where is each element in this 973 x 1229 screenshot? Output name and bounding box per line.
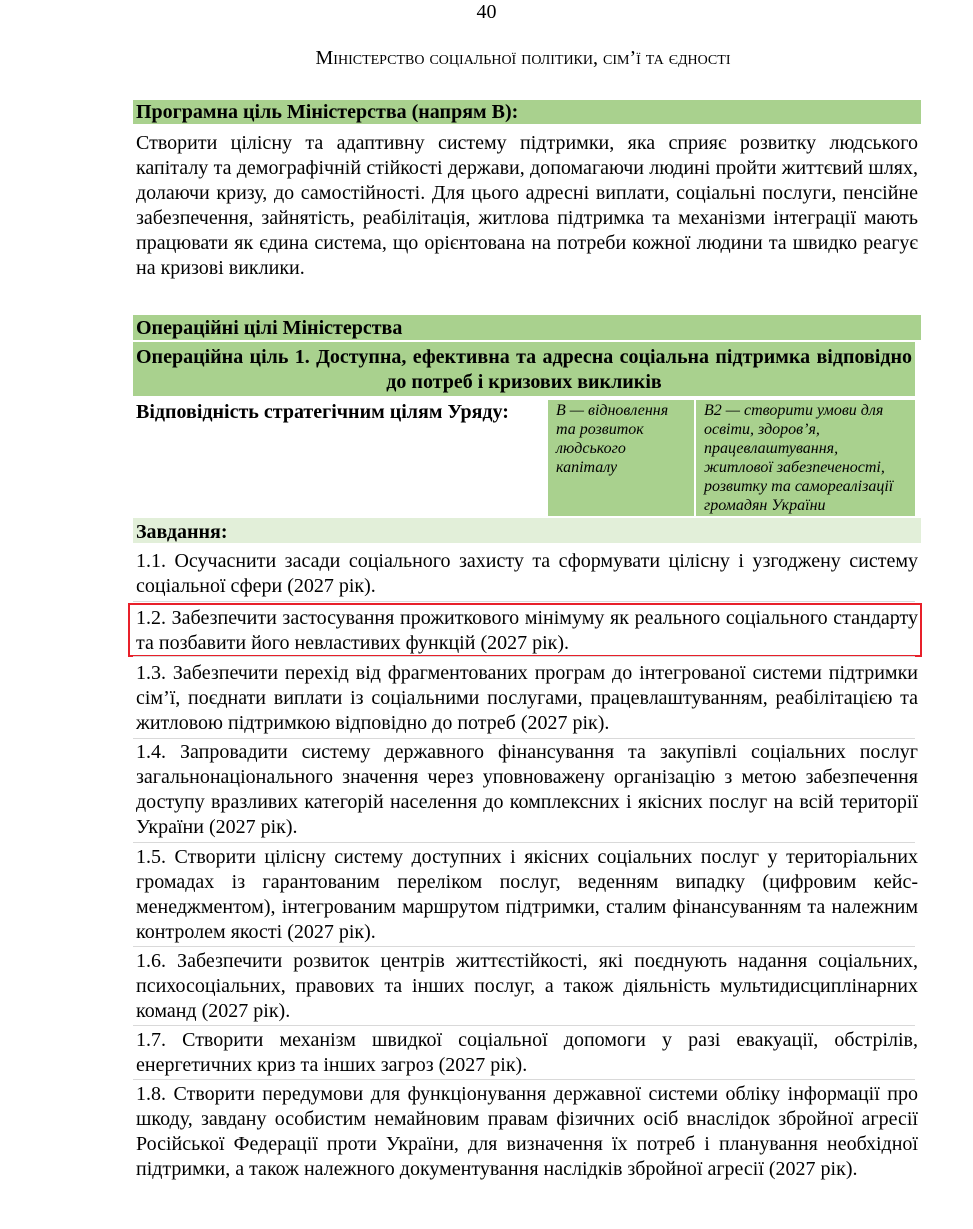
task-item: 1.7. Створити механізм швидкої соціальної допомоги у разі евакуації, обстрілів, енергетичних криз та інших загроз (2027 рік). bbox=[136, 1029, 918, 1076]
operational-goal-1-title: Операційна ціль 1. Доступна, ефективна та адресна соціальна підтримка відповідно до потреб і кризових викликів bbox=[136, 346, 912, 393]
task-item: 1.1. Осучаснити засади соціального захисту та сформувати цілісну і узгоджену систему соціальної сфери (2027 рік). bbox=[136, 550, 918, 597]
divider bbox=[133, 738, 915, 739]
divider bbox=[133, 842, 915, 843]
tasks-heading: Завдання: bbox=[133, 518, 921, 543]
highlight-box bbox=[128, 603, 922, 657]
divider bbox=[133, 1025, 915, 1026]
divider bbox=[133, 1079, 915, 1080]
task-item: 1.3. Забезпечити перехід від фрагментованих програм до інтегрованої системи підтримки сім’ї, поєднати виплати із соціальними послугами, працевлаштуванням, реабілітацією та житловою підтримкою відповідно до потреб (2027 рік). bbox=[136, 662, 918, 734]
divider bbox=[133, 946, 915, 947]
task-item: 1.2. Забезпечити застосування прожиткового мінімуму як реального соціального стандарту та позбавити його невластивих функцій (2027 рік). bbox=[136, 607, 918, 654]
strategic-goal-b2 bbox=[696, 400, 915, 516]
operational-goal-1-box bbox=[133, 342, 915, 396]
alignment-label: Відповідність стратегічним цілям Уряду: bbox=[136, 401, 509, 423]
alignment-row bbox=[133, 400, 915, 520]
divider bbox=[133, 656, 915, 657]
program-goal-heading: Програмна ціль Міністерства (напрям В): bbox=[133, 100, 921, 124]
page-number: 40 bbox=[476, 1, 497, 23]
divider bbox=[133, 601, 915, 602]
task-item: 1.6. Забезпечити розвиток центрів життєстійкості, які поєднують надання соціальних, психосоціальних, правових та інших послуг, а також діяльність мультидисциплінарних команд (2027 рік). bbox=[136, 950, 918, 1022]
operational-goals-heading: Операційні цілі Міністерства bbox=[133, 315, 921, 340]
program-goal-text: Створити цілісну та адаптивну систему підтримки, яка сприяє розвитку людського капіталу та демографічній стійкості держави, допомагаючи людині пройти життєвий шлях, долаючи кризу, до самостійності. Для цього адресні виплати, соціальні послуги, пенсійне забезпечення, зайнятість, реабілітація, житлова підтримка та механізми інтеграції мають працювати як єдина система, що орієнтована на потреби кожної людини та швидко реагує на кризові виклики. bbox=[136, 132, 918, 279]
strategic-goal-b bbox=[548, 400, 694, 516]
ministry-title: Міністерство соціальної політики, сім’ї та єдності bbox=[315, 47, 731, 69]
strategic-goal-b2-text: В2 — створити умови для освіти, здоров’я, працевлаштування, житлової забезпеченості, розвитку та самореалізації громадян України bbox=[704, 402, 894, 514]
task-item: 1.5. Створити цілісну систему доступних і якісних соціальних послуг у територіальних громадах із гарантованим переліком послуг, веденням випадку (цифровим кейс-менеджментом), інтегрованим маршрутом підтримки, сталим фінансуванням та належним контролем якості (2027 рік). bbox=[136, 846, 918, 943]
strategic-goal-b-text: В — відновлення та розвиток людського капіталу bbox=[556, 402, 669, 476]
task-item: 1.4. Запровадити систему державного фінансування та закупівлі соціальних послуг загальнонаціонального значення через уповноважену організацію з метою забезпечення доступу вразливих категорій населення до комплексних і якісних послуг на всій території України (2027 рік). bbox=[136, 741, 918, 838]
task-item: 1.8. Створити передумови для функціонування державної системи обліку інформації про шкоду, завдану особистим немайновим правам фізичних осіб внаслідок збройної агресії Російської Федерації проти України, для визначення їх потреб і планування необхідної підтримки, а також належного документування наслідків збройної агресії (2027 рік). bbox=[136, 1083, 918, 1180]
